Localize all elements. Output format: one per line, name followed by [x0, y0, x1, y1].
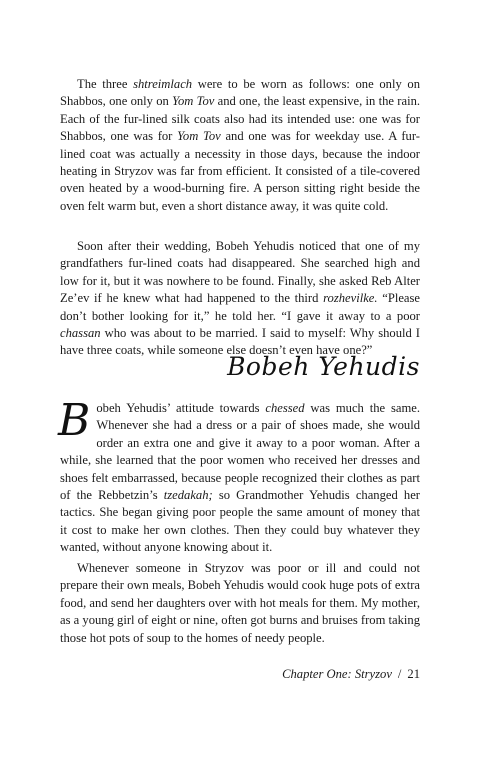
- italic-term: shtreimlach: [133, 77, 193, 91]
- drop-cap: B: [58, 395, 91, 446]
- paragraph-text: [60, 238, 420, 360]
- paragraph-text: Whenever someone in Stryzov was poor or ill and could not prepare their own meals, Bobeh Yehudis would cook huge pots of extra food, and send her daughters over with hot meals for them. My mother, as a young girl of eight or nine, often got burns and bruises from taking those hot pots of soup to the homes of needy people.: [60, 561, 420, 645]
- text-run: and one was for weekday use. A fur-lined coat was actually a necessity in those days, because the indoor heating in Stryzov was far from efficient. It consisted of a tile-covered oven heated by a wood-burning fire. A person sitting right beside the oven felt warm but, even a short distance away, it was quite cold.: [60, 129, 420, 213]
- text-run: who was about to be married. I said to myself: Why should I have three coats, while someone else doesn’t even have one?”: [60, 326, 420, 358]
- chapter-title: Chapter One: Stryzov: [282, 667, 392, 681]
- text-run: The three: [77, 77, 134, 91]
- text-run: and one, the least expensive, in the rain. Each of the fur-lined silk coats also had its intended use: one was for Shabbos, one was for: [60, 94, 421, 144]
- text-run: Soon after their wedding, Bobeh Yehudis noticed that one of my grandfathers fur-lined coats had disappeared. She searched high and low for it, but it was nowhere to be found. Finally, she asked Reb Alter Ze’ev if he knew what had happened to the third: [60, 239, 420, 306]
- italic-term: chassan: [60, 326, 101, 341]
- paragraph-text: [58, 395, 420, 557]
- paragraph-shtreimlach: [60, 76, 420, 215]
- text-run: was much the same. Whenever she had a dress or a pair of shoes made, she would order an extra one and give it away to a poor woman. After a while, she learned that the poor women who received her dresses and shoes felt embarrassed, because people recognized their clothes as part of the Rebbetzin’s: [60, 401, 420, 503]
- paragraph-text: [60, 76, 420, 215]
- page-number: 21: [407, 667, 420, 681]
- text-run: so Grandmother Yehudis changed her tactics. She began giving poor people the same amount of money that it cost to make her own clothes. Then they could buy whatever they wanted, without anyone knowing about it.: [60, 488, 420, 555]
- paragraph-coat-story: [60, 238, 420, 360]
- text-run: “Please don’t bother looking for it,” he told her. “I gave it away to a poor: [60, 291, 420, 323]
- text-run: were to be worn as follows: one only on Shabbos, one only on: [60, 77, 420, 109]
- running-footer: [60, 667, 420, 682]
- italic-term: chessed: [265, 401, 305, 415]
- paragraph-meals: [60, 560, 420, 647]
- paragraph-chessed: [58, 395, 420, 557]
- italic-term: Yom Tov: [172, 94, 215, 109]
- footer-separator: /: [397, 667, 402, 681]
- section-heading: Bobeh Yehudis: [227, 352, 420, 381]
- italic-term: rozhevilke.: [323, 291, 378, 306]
- text-run: obeh Yehudis’ attitude towards: [96, 401, 266, 415]
- italic-term: Yom Tov: [177, 129, 221, 144]
- italic-term: tzedakah;: [163, 488, 213, 503]
